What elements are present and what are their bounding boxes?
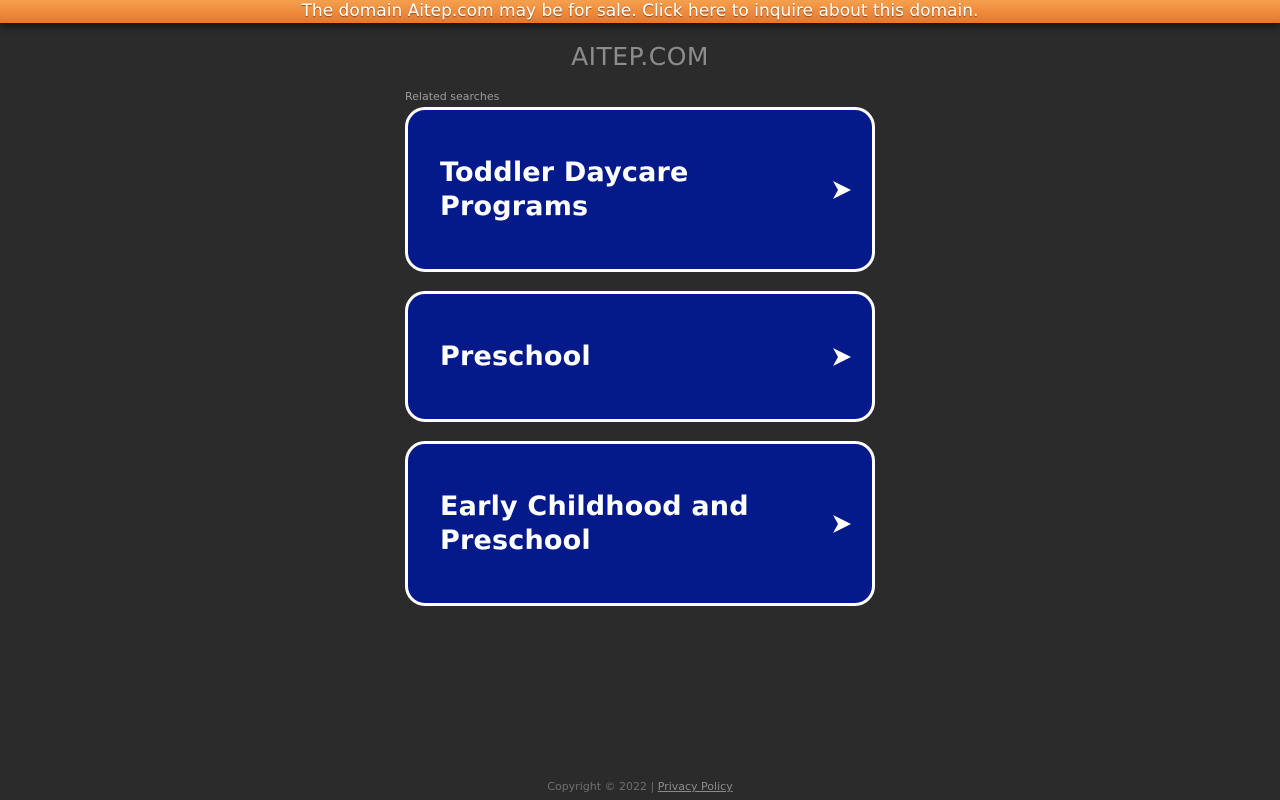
related-search-card-early-childhood[interactable] xyxy=(405,441,875,606)
related-searches-label: Related searches xyxy=(405,90,500,103)
domain-title: AITEP.COM xyxy=(571,42,709,71)
arrow-right-icon xyxy=(832,180,852,200)
copyright-text: Copyright © 2022 | xyxy=(547,780,655,793)
related-search-label: Preschool xyxy=(440,340,591,372)
arrow-right-icon xyxy=(832,514,852,534)
privacy-policy-link[interactable]: Privacy Policy xyxy=(657,780,733,793)
footer xyxy=(0,780,1280,793)
related-search-card-preschool[interactable] xyxy=(405,291,875,422)
related-search-card-toddler-daycare[interactable] xyxy=(405,107,875,272)
related-search-label: Toddler Daycare Programs xyxy=(440,156,689,222)
domain-sale-banner[interactable] xyxy=(0,0,1280,23)
related-search-label: Early Childhood and Preschool xyxy=(440,490,749,556)
banner-text[interactable]: The domain Aitep.com may be for sale. Click here to inquire about this domain. xyxy=(301,1,979,21)
arrow-right-icon xyxy=(832,347,852,367)
